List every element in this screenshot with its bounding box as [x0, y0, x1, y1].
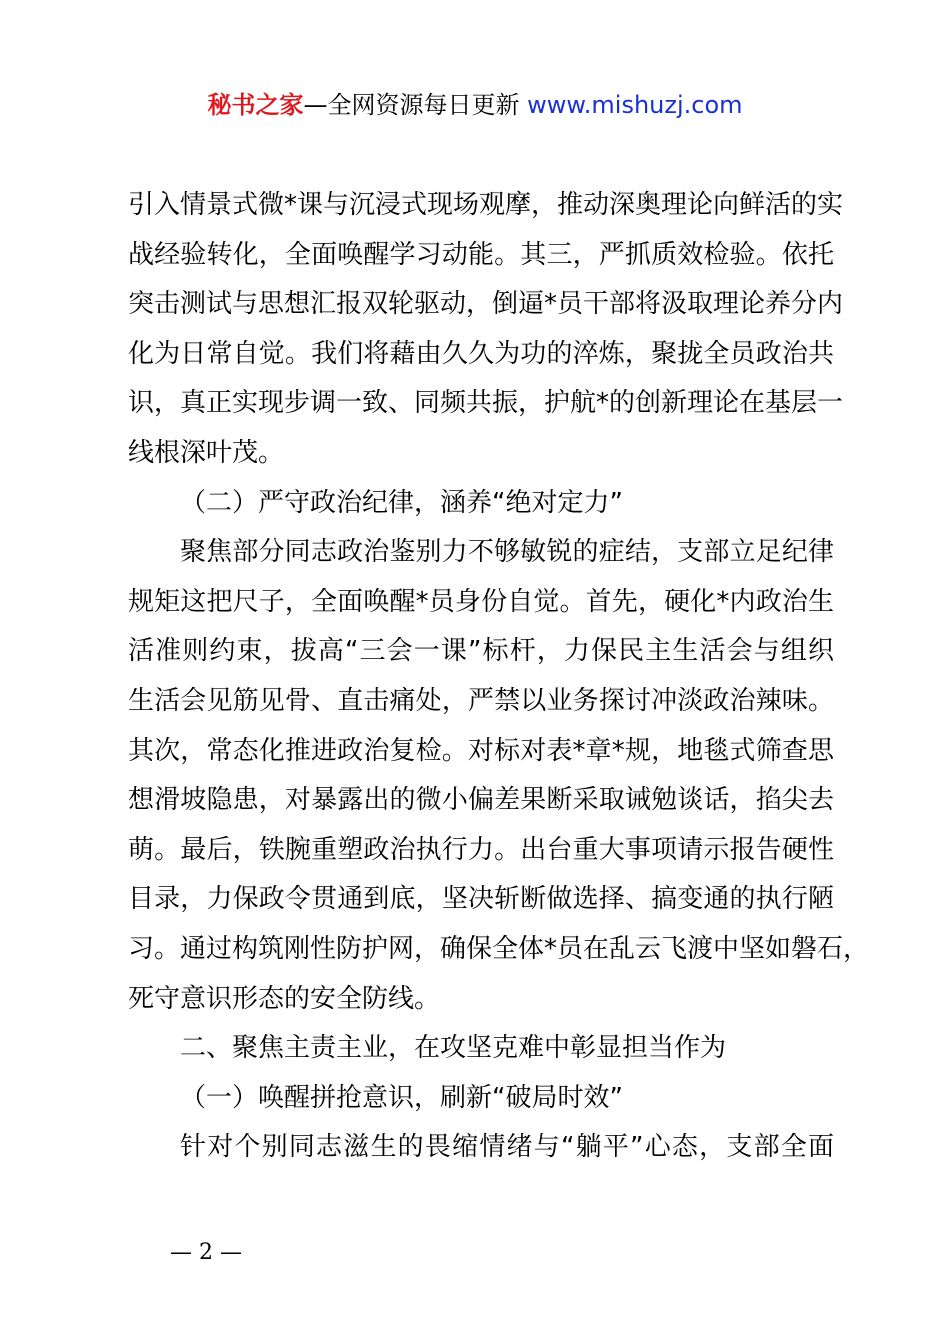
- text-line: 活准则约束，拔高“三会一课”标杆，力保民主生活会与组织: [128, 636, 834, 667]
- text-line: 化为日常自觉。我们将藉由久久为功的淬炼，聚拢全员政治共: [128, 338, 834, 369]
- text-line: 习。通过构筑刚性防护网，确保全体*员在乱云飞渡中坚如磐石，: [128, 933, 870, 964]
- text-line: 死守意识形态的安全防线。: [128, 983, 441, 1014]
- site-header: [0, 88, 950, 122]
- text-line: 规矩这把尺子，全面唤醒*员身份自觉。首先，硬化*内政治生: [128, 586, 834, 617]
- section-heading: （二）严守政治纪律，涵养“绝对定力”: [180, 487, 623, 518]
- paragraph-first-line: 聚焦部分同志政治鉴别力不够敏锐的症结，支部立足纪律: [180, 537, 834, 568]
- text-line: 突击测试与思想汇报双轮驱动，倒逼*员干部将汲取理论养分内: [128, 289, 844, 320]
- chapter-heading: 二、聚焦主责主业，在攻坚克难中彰显担当作为: [180, 1033, 727, 1064]
- header-tagline: —全网资源每日更新: [303, 91, 528, 119]
- site-url[interactable]: www.mishuzj.com: [527, 91, 743, 119]
- paragraph-first-line: 针对个别同志滋生的畏缩情绪与“躺平”心态，支部全面: [180, 1132, 834, 1163]
- text-line: 目录，力保政令贯通到底，坚决斩断做选择、搞变通的执行陋: [128, 884, 834, 915]
- text-line: 战经验转化，全面唤醒学习动能。其三，严抓质效检验。依托: [128, 239, 834, 270]
- brand-name: 秘书之家: [207, 91, 304, 119]
- text-line: 生活会见筋见骨、直击痛处，严禁以业务探讨冲淡政治辣味。: [128, 685, 834, 716]
- text-line: 引入情景式微*课与沉浸式现场观摩，推动深奥理论向鲜活的实: [128, 190, 844, 220]
- text-line: 想滑坡隐患，对暴露出的微小偏差果断采取诫勉谈话，掐尖去: [128, 785, 834, 816]
- section-heading: （一）唤醒拼抢意识，刷新“破局时效”: [180, 1082, 623, 1113]
- page-number: — 2 —: [170, 1240, 242, 1265]
- text-line: 识，真正实现步调一致、同频共振，护航*的创新理论在基层一: [128, 388, 844, 419]
- document-body: [128, 181, 870, 1173]
- text-line: 萌。最后，铁腕重塑政治执行力。出台重大事项请示报告硬性: [128, 834, 834, 865]
- text-line: 其次，常态化推进政治复检。对标对表*章*规，地毯式筛查思: [128, 735, 834, 766]
- text-line: 线根深叶茂。: [128, 437, 285, 468]
